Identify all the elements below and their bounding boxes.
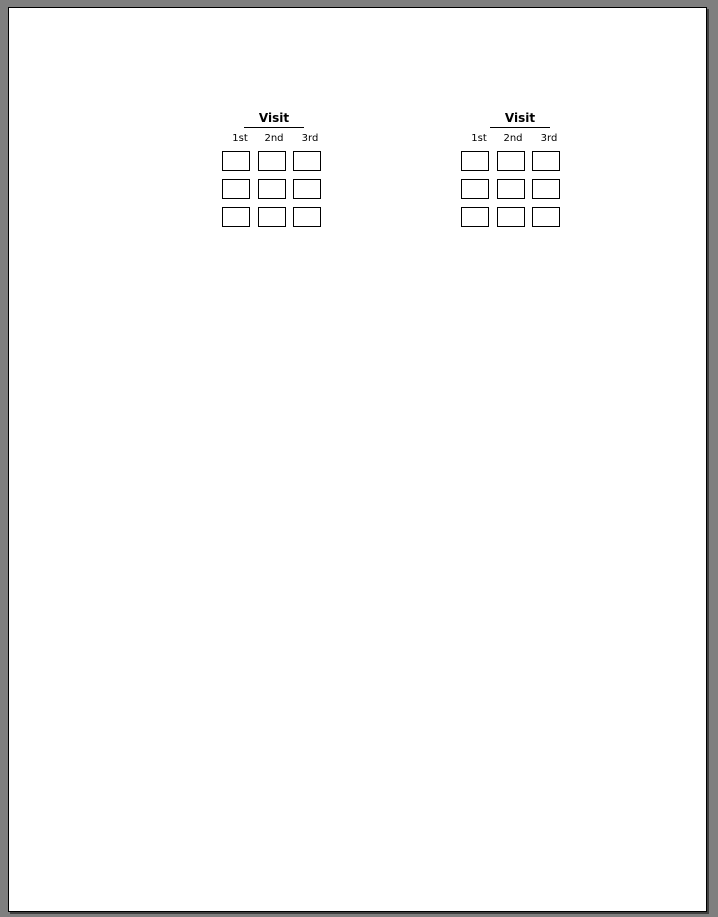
visit-header: Visit [258,111,290,125]
column-label-1st: 1st [471,133,487,144]
visit-1st-checkbox[interactable] [461,207,489,227]
visit-1st-checkbox[interactable] [461,151,489,171]
visit-header-underline [244,127,304,128]
column-label-2nd: 2nd [264,133,284,144]
visit-1st-checkbox[interactable] [222,207,250,227]
visit-header: Visit [504,111,536,125]
visit-1st-checkbox[interactable] [222,151,250,171]
visit-2nd-checkbox[interactable] [258,179,286,199]
visit-3rd-checkbox[interactable] [293,179,321,199]
column-label-1st: 1st [232,133,248,144]
visit-3rd-checkbox[interactable] [293,151,321,171]
visit-3rd-checkbox[interactable] [532,179,560,199]
column-label-3rd: 3rd [301,133,319,144]
visit-3rd-checkbox[interactable] [532,151,560,171]
column-label-2nd: 2nd [503,133,523,144]
visit-2nd-checkbox[interactable] [258,207,286,227]
visit-2nd-checkbox[interactable] [258,151,286,171]
visit-2nd-checkbox[interactable] [497,151,525,171]
visit-1st-checkbox[interactable] [461,179,489,199]
visit-2nd-checkbox[interactable] [497,179,525,199]
document-page [8,7,707,912]
visit-3rd-checkbox[interactable] [293,207,321,227]
visit-header-underline [490,127,550,128]
visit-3rd-checkbox[interactable] [532,207,560,227]
visit-1st-checkbox[interactable] [222,179,250,199]
column-label-3rd: 3rd [540,133,558,144]
visit-2nd-checkbox[interactable] [497,207,525,227]
